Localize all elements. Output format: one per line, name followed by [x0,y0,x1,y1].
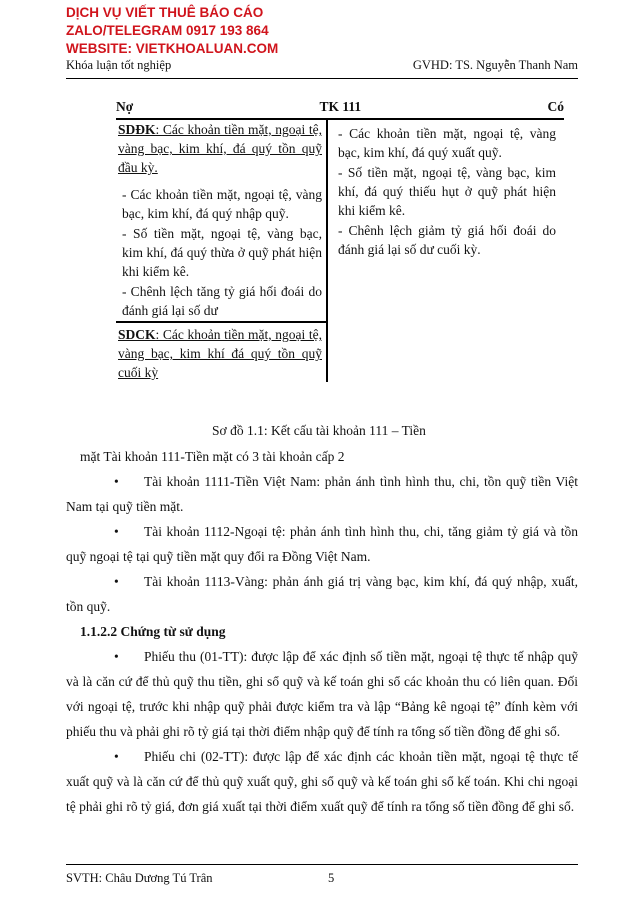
bullet-marker: • [114,474,119,489]
watermark-advertisement [66,4,278,58]
list-item-text: Tài khoản 1113-Vàng: phản ánh giá trị vàng bạc, kim khí, đá quý nhập, xuất, tồn quỹ. [66,574,578,614]
debit-label: Nợ [116,99,134,114]
credit-item: - Số tiền mặt, ngoại tệ, vàng bạc, kim khí, đá quý thiếu hụt ở quỹ phát hiện khi kiểm kê. [338,165,556,218]
list-item [66,569,578,619]
page-header [66,58,578,79]
closing-credit-cell [328,321,564,382]
header-left: Khóa luận tốt nghiệp [66,58,172,72]
list-item-text: Phiếu thu (01-TT): được lập để xác định số tiền mặt, ngoại tệ thực tế nhập quỹ và là căn cứ để thủ quỹ thu tiền, ghi sổ quỹ và kế toán ghi sổ các khoản thu có liên quan. Đối với ngoại tệ, trước khi nhập quỹ phải được kiểm tra và lập “Bảng kê ngoại tệ” đính kèm với phiếu thu và phải ghi rõ tỷ giá tại thời điểm nhập quỹ để tính ra tổng số tiền đồng để ghi sổ. [66,649,578,739]
credit-column [328,120,564,321]
bullet-marker: • [114,649,119,664]
closing-balance-cell [116,321,328,382]
list-item-text: Tài khoản 1111-Tiền Việt Nam: phản ánh tình hình thu, chi, tồn quỹ tiền Việt Nam tại quỹ tiền mặt. [66,474,578,514]
intro-paragraph: mặt Tài khoản 111-Tiền mặt có 3 tài khoản cấp 2 [80,449,345,464]
closing-balance-label: SDCK [118,327,156,342]
header-right: GVHD: TS. Nguyễn Thanh Nam [412,58,578,72]
watermark-line-2: ZALO/TELEGRAM 0917 193 864 [66,23,269,38]
opening-balance [116,120,326,177]
closing-balance-text: : Các khoản tiền mặt, ngoại tệ, vàng bạc, kim khí đá quý tồn quỹ cuối kỳ [118,327,322,380]
t-account-header [116,96,564,118]
debit-items [116,185,326,320]
watermark-line-1: DỊCH VỤ VIẾT THUÊ BÁO CÁO [66,5,264,20]
page-footer [66,864,578,886]
closing-balance [116,325,326,382]
debit-column [116,120,328,321]
watermark-line-3: WEBSITE: VIETKHOALUAN.COM [66,41,279,56]
credit-label: Có [547,99,564,114]
bullet-marker: • [114,524,119,539]
list-item [66,519,578,569]
opening-balance-text: : Các khoản tiền mặt, ngoại tệ, vàng bạc, kim khí, đá quý tồn quỹ đầu kỳ. [118,122,322,175]
list-item [66,469,578,519]
account-title: TK 111 [319,99,362,114]
footer-author: SVTH: Châu Dương Tú Trân [66,871,213,885]
t-account-diagram [116,96,564,382]
credit-item: - Chênh lệch giảm tỷ giá hối đoái do đánh giá lại số dư cuối kỳ. [338,223,556,257]
bullet-marker: • [114,574,119,589]
list-item-text: Tài khoản 1112-Ngoại tệ: phản ánh tình hình thu, chi, tăng giảm tỷ giá và tồn quỹ ngoại tệ tại quỹ tiền mặt quy đổi ra Đồng Việt Nam. [66,524,578,564]
list-item-text: Phiếu chi (02-TT): được lập để xác định các khoản tiền mặt, ngoại tệ thực tế xuất quỹ và là căn cứ để thủ quỹ xuất quỹ, ghi sổ quỹ và kế toán ghi sổ kế toán. Khi chi ngoại tệ phải ghi rõ tỷ giá, đơn giá xuất tại thời điểm xuất quỹ để tính ra tổng số tiền đồng để ghi sổ. [66,749,578,814]
page-number: 5 [328,871,335,885]
list-item [66,644,578,744]
list-item [66,744,578,819]
section-heading: 1.1.2.2 Chứng từ sử dụng [80,624,226,639]
debit-item: - Số tiền mặt, ngoại tệ, vàng bạc, kim khí, đá quý thừa ở quỹ phát hiện khi kiểm kê. [122,226,322,279]
bullet-marker: • [114,749,119,764]
t-account-body [116,118,564,382]
opening-balance-label: SDĐK [118,122,156,137]
debit-item: - Chênh lệch tăng tỷ giá hối đoái do đánh giá lại số dư [122,284,322,318]
diagram-caption: Sơ đồ 1.1: Kết cấu tài khoản 111 – Tiền [212,423,426,438]
body-text [66,444,578,819]
debit-item: - Các khoản tiền mặt, ngoại tệ, vàng bạc, kim khí, đá quý nhập quỹ. [122,187,322,221]
credit-item: - Các khoản tiền mặt, ngoại tệ, vàng bạc, kim khí, đá quý xuất quỹ. [338,126,556,160]
